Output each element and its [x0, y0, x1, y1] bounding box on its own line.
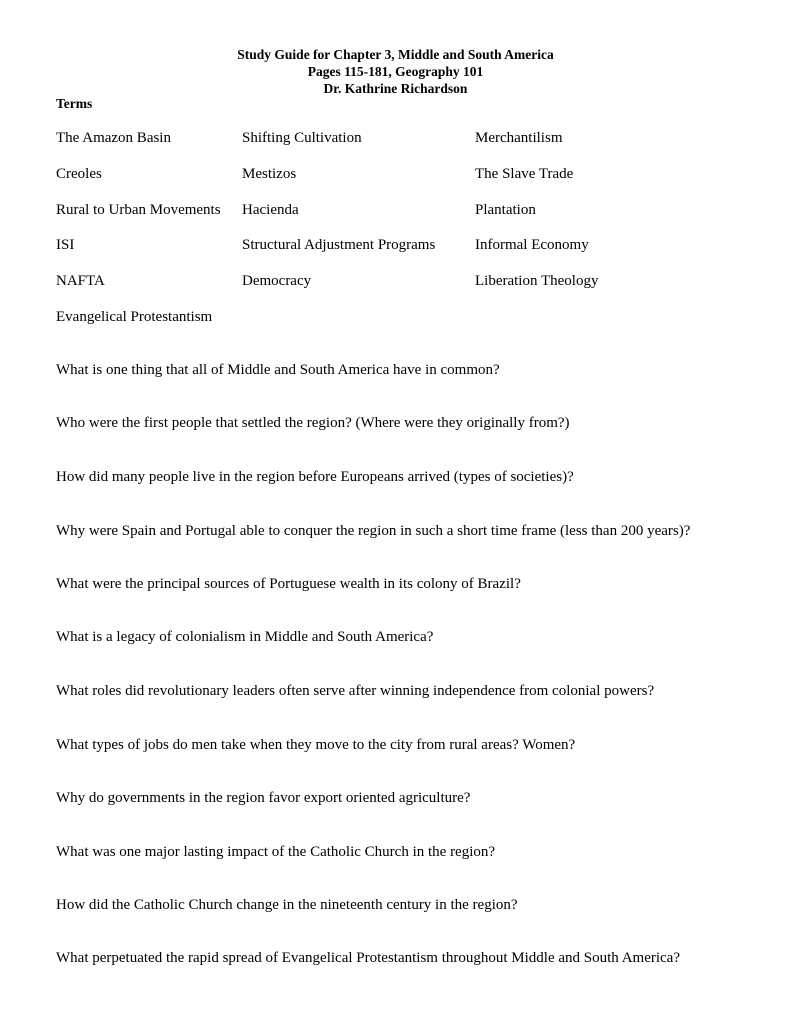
- question-item: What were the principal sources of Portuguese wealth in its colony of Brazil?: [56, 576, 521, 592]
- term-item: Liberation Theology: [475, 273, 599, 289]
- term-item: Shifting Cultivation: [242, 130, 362, 146]
- question-item: What types of jobs do men take when they move to the city from rural areas? Women?: [56, 737, 576, 753]
- question-item: How did many people live in the region before Europeans arrived (types of societies)?: [56, 469, 574, 485]
- question-item: How did the Catholic Church change in the nineteenth century in the region?: [56, 897, 518, 913]
- document-header: [0, 46, 791, 97]
- term-item: Creoles: [56, 166, 102, 182]
- term-item: The Amazon Basin: [56, 130, 171, 146]
- term-item: Rural to Urban Movements: [56, 202, 221, 218]
- question-item: What roles did revolutionary leaders often serve after winning independence from colonial powers?: [56, 683, 655, 699]
- term-item: ISI: [56, 237, 75, 253]
- term-item: Informal Economy: [475, 237, 589, 253]
- question-item: What was one major lasting impact of the Catholic Church in the region?: [56, 844, 496, 860]
- term-item: Hacienda: [242, 202, 299, 218]
- term-item: NAFTA: [56, 273, 105, 289]
- term-item: Mestizos: [242, 166, 297, 182]
- question-item: Why were Spain and Portugal able to conquer the region in such a short time frame (less than 200 years)?: [56, 523, 691, 539]
- question-item: What is a legacy of colonialism in Middle and South America?: [56, 629, 434, 645]
- term-item: The Slave Trade: [475, 166, 574, 182]
- question-item: Who were the first people that settled the region? (Where were they originally from?): [56, 415, 570, 431]
- header-pages: Pages 115-181, Geography 101: [307, 64, 484, 79]
- terms-heading: Terms: [56, 96, 93, 111]
- term-item: Plantation: [475, 202, 536, 218]
- header-author: Dr. Kathrine Richardson: [323, 81, 468, 96]
- header-title: Study Guide for Chapter 3, Middle and South America: [237, 47, 554, 62]
- term-item: Merchantilism: [475, 130, 563, 146]
- question-item: Why do governments in the region favor export oriented agriculture?: [56, 790, 471, 806]
- question-item: What is one thing that all of Middle and South America have in common?: [56, 362, 500, 378]
- term-item: Structural Adjustment Programs: [242, 237, 436, 253]
- question-item: What perpetuated the rapid spread of Evangelical Protestantism throughout Middle and South America?: [56, 950, 680, 966]
- term-item: Evangelical Protestantism: [56, 309, 213, 325]
- term-item: Democracy: [242, 273, 312, 289]
